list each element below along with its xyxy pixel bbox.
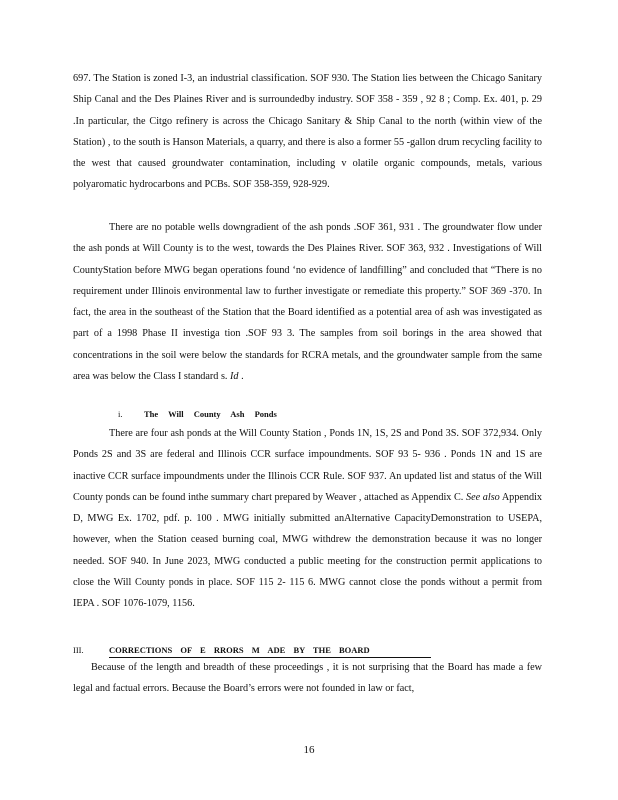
paragraph-ash-ponds [73,423,542,615]
section-number: III. [73,645,84,655]
paragraph-text: There are no potable wells downgradient of the ash ponds .SOF 361, 931 . The groundwater flow under the ash ponds at Will County is to the west, towards the Des Plaines River. SOF 363, 932 . Investigations of Will CountyStation before MWG began operations found ‘no evidence of landfilling” and concluded that “There is no requirement under Illinois environmental law to further investigate or remediate this property.” SOF 369 -370. In fact, the area in the southeast of the Station that the Board identified as a potential area of ash was investigated as part of a 1998 Phase II investiga tion .SOF 93 3. The samples from soil borings in the area showed that concentrations in the soil were below the standards for RCRA metals, and the groundwater sample from the same area was below the Class I standard s. [73,222,542,383]
paragraph-end: . [238,371,244,383]
subheading-title: The Will County Ash Ponds [144,409,277,419]
citation-id: Id [230,371,239,383]
paragraph-text: There are four ash ponds at the Will County Station , Ponds 1N, 1S, 2S and Pond 3S. SOF 372,934. Only Ponds 2S and 3S are federal and Illinois CCR surface impoundments. SOF 93 5- 936 . Ponds 1N and 1S are inactive CCR surface impoundments under the Illinois CCR Rule. SOF 937. An updated list and status of the Will County ponds can be found inthe summary chart prepared by Weaver , attached as Appendix C. [73,428,542,503]
paragraph-text: Appendix D, MWG Ex. 1702, pdf. p. 100 . MWG initially submitted anAlternative CapacityDemonstration to USEPA, however, when the Station ceased burning coal, MWG withdrew the demonstration because it was no longer needed. SOF 940. In June 2023, MWG conducted a public meeting for the construction permit applications to close the Will County ponds in place. SOF 115 2- 115 6. MWG cannot close the ponds without a permit from IEPA . SOF 1076-1079, 1156. [73,491,543,610]
subheading-number: i. [118,409,123,419]
paragraph-board-errors [73,657,542,700]
paragraph-groundwater [73,217,542,387]
page-number: 16 [303,744,315,756]
citation-see-also: See also [466,491,500,503]
paragraph-text: Because of the length and breadth of these proceedings , it is not surprising that the Board has made a few legal and factual errors. Because the Board’s errors were not founded in law or fact, [73,662,542,695]
paragraph-station-zoning [73,68,542,196]
section-title: CORRECTIONS OF E RRORS M ADE BY THE BOARD [109,644,431,658]
subheading-will-county-ash-ponds [118,404,277,424]
paragraph-text: 697. The Station is zoned I-3, an industrial classification. SOF 930. The Station lies between the Chicago Sanitary Ship Canal and the Des Plaines River and is surroundedby industry. SOF 358 - 359 , 92 8 ; Comp. Ex. 401, p. 29 .In particular, the Citgo refinery is across the Chicago Sanitary & Ship Canal to the north (within view of the Station) , to the south is Hanson Materials, a quarry, and there is also a former 55 -gallon drum recycling facility to the west that caused groundwater contamination, including v olatile organic compounds, metals, various polyaromatic hydrocarbons and PCBs. SOF 358-359, 928-929. [73,73,542,191]
